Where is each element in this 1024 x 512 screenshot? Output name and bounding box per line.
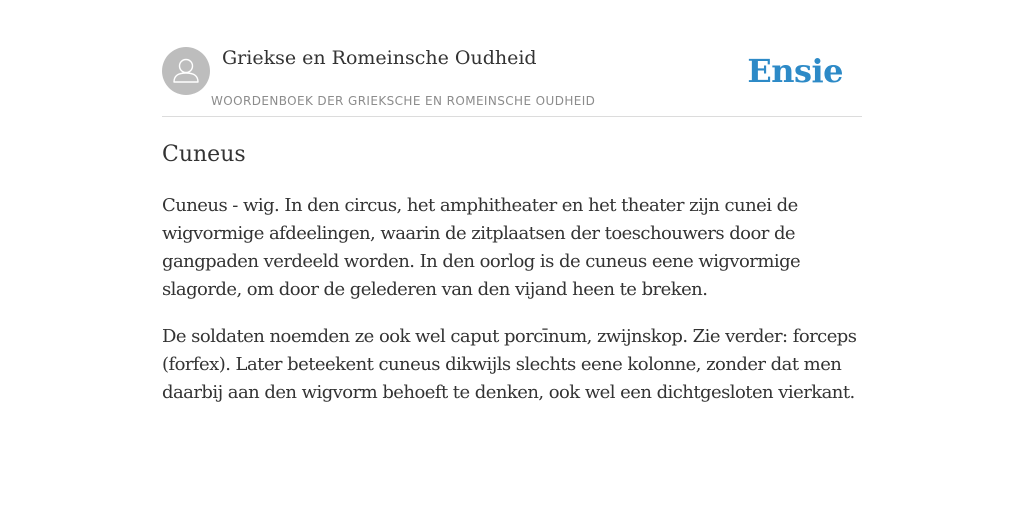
header [162, 46, 862, 117]
entry-paragraph: De soldaten noemden ze ook wel caput porcīnum, zwijnskop. Zie verder: forceps (forfex). Later beteekent cuneus dikwijls slechts eene kolonne, zonder dat men daarbij aan den wigvorm behoeft te denken, ook wel een dichtgesloten vierkant. [162, 326, 857, 403]
ensie-logo[interactable]: Ensie [747, 52, 843, 90]
author-name[interactable]: Griekse en Romeinsche Oudheid [222, 47, 537, 69]
entry-content [162, 192, 862, 426]
user-silhouette-icon [162, 47, 210, 95]
dictionary-subtitle[interactable]: WOORDENBOEK DER GRIEKSCHE EN ROMEINSCHE OUDHEID [211, 94, 596, 108]
entry-paragraph: Cuneus - wig. In den circus, het amphitheater en het theater zijn cunei de wigvormige afdeelingen, waarin de zitplaatsen der toeschouwers door de gangpaden verdeeld worden. In den oorlog is de cuneus eene wigvormige slagorde, om door de gelederen van den vijand heen te breken. [162, 195, 801, 300]
author-avatar[interactable] [162, 47, 210, 95]
entry-title: Cuneus [162, 142, 246, 167]
